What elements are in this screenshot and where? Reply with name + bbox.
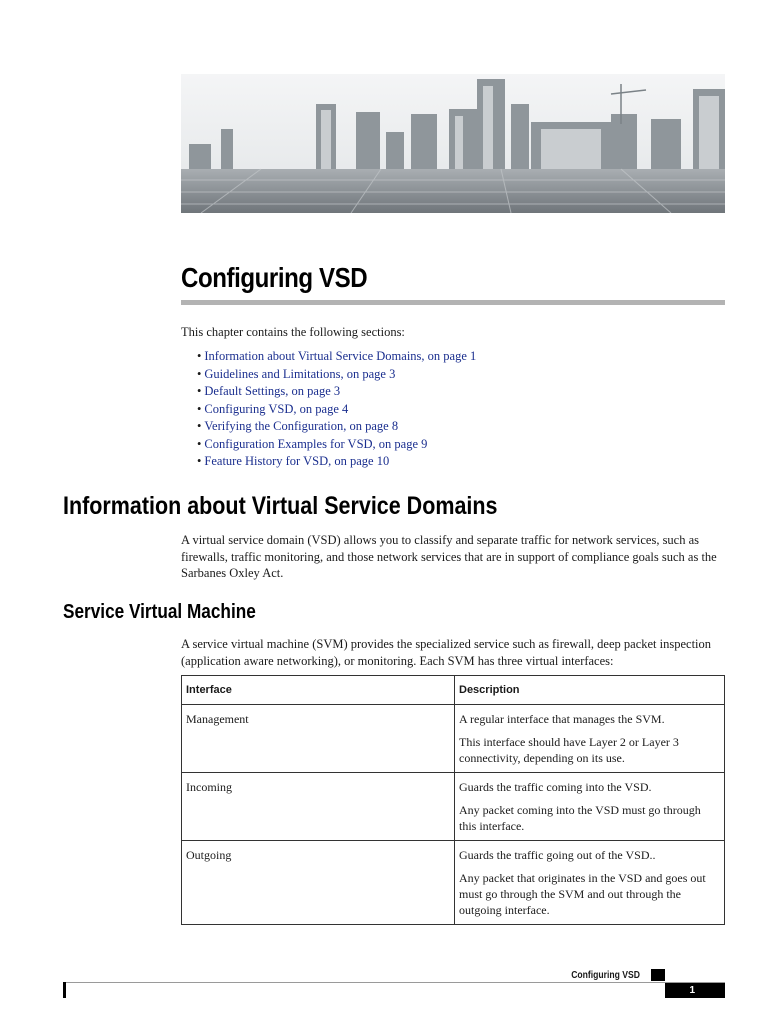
intro-text: This chapter contains the following sections: bbox=[181, 325, 405, 339]
section-paragraph-svm: A service virtual machine (SVM) provides the specialized service such as firewall, deep packet inspection (application aware networking), or monitoring. Each SVM has three virtual interfaces: bbox=[181, 637, 712, 668]
toc-link-configuring[interactable]: Configuring VSD, on page 4 bbox=[204, 401, 349, 416]
toc-item bbox=[197, 436, 476, 454]
bullet: • bbox=[197, 401, 202, 416]
interface-table bbox=[181, 675, 725, 925]
toc-item bbox=[197, 453, 476, 471]
table-row bbox=[182, 705, 725, 773]
bullet: • bbox=[197, 349, 202, 363]
bullet: • bbox=[197, 454, 202, 468]
description-line: Guards the traffic going out of the VSD.. bbox=[459, 848, 656, 862]
toc-link-information[interactable]: Information about Virtual Service Domains, on page 1 bbox=[204, 349, 477, 363]
table-row bbox=[182, 773, 725, 841]
section-heading-vsd: Information about Virtual Service Domains bbox=[63, 492, 498, 520]
description-line: This interface should have Layer 2 or Layer 3 connectivity, depending on its use. bbox=[459, 735, 679, 765]
section-paragraph-vsd: A virtual service domain (VSD) allows you to classify and separate traffic for network services, such as firewalls, traffic monitoring, and those network services that are in support of compliance goals such as the Sarbanes Oxley Act. bbox=[181, 533, 717, 580]
bullet: • bbox=[197, 366, 202, 381]
footer-chapter-label: Configuring VSD bbox=[571, 970, 640, 981]
toc-link-guidelines[interactable]: Guidelines and Limitations, on page 3 bbox=[204, 366, 396, 381]
section-heading-svm: Service Virtual Machine bbox=[63, 601, 256, 623]
footer-marker bbox=[651, 969, 665, 981]
toc-link-default-settings[interactable]: Default Settings, on page 3 bbox=[204, 384, 341, 398]
page-number: 1 bbox=[665, 983, 725, 998]
interface-cell: Management bbox=[182, 705, 455, 773]
table-row bbox=[182, 841, 725, 925]
bullet: • bbox=[197, 419, 202, 433]
description-cell bbox=[455, 841, 725, 925]
footer-rule bbox=[63, 982, 725, 983]
column-header-description: Description bbox=[455, 676, 725, 705]
title-rule bbox=[181, 300, 725, 305]
toc-link-feature-history[interactable]: Feature History for VSD, on page 10 bbox=[204, 454, 390, 468]
footer-left-marker bbox=[63, 982, 66, 998]
interface-cell: Outgoing bbox=[182, 841, 455, 925]
description-cell bbox=[455, 773, 725, 841]
description-line: Any packet coming into the VSD must go through this interface. bbox=[459, 803, 701, 833]
chapter-banner-image bbox=[181, 74, 725, 213]
toc-item bbox=[197, 348, 476, 366]
bullet: • bbox=[197, 384, 202, 398]
toc-list bbox=[197, 348, 476, 471]
toc-link-verifying[interactable]: Verifying the Configuration, on page 8 bbox=[204, 419, 399, 433]
column-header-interface: Interface bbox=[182, 676, 455, 705]
toc-item bbox=[197, 383, 476, 401]
toc-item bbox=[197, 401, 476, 419]
toc-link-examples[interactable]: Configuration Examples for VSD, on page 9 bbox=[204, 436, 428, 451]
toc-item bbox=[197, 366, 476, 384]
table-header-row bbox=[182, 676, 725, 705]
description-line: Guards the traffic coming into the VSD. bbox=[459, 780, 652, 794]
toc-item bbox=[197, 418, 476, 436]
interface-cell: Incoming bbox=[182, 773, 455, 841]
chapter-title: Configuring VSD bbox=[181, 262, 368, 293]
bullet: • bbox=[197, 436, 202, 451]
description-line: A regular interface that manages the SVM. bbox=[459, 712, 665, 726]
description-line: Any packet that originates in the VSD and goes out must go through the SVM and out through the outgoing interface. bbox=[459, 871, 706, 917]
description-cell bbox=[455, 705, 725, 773]
